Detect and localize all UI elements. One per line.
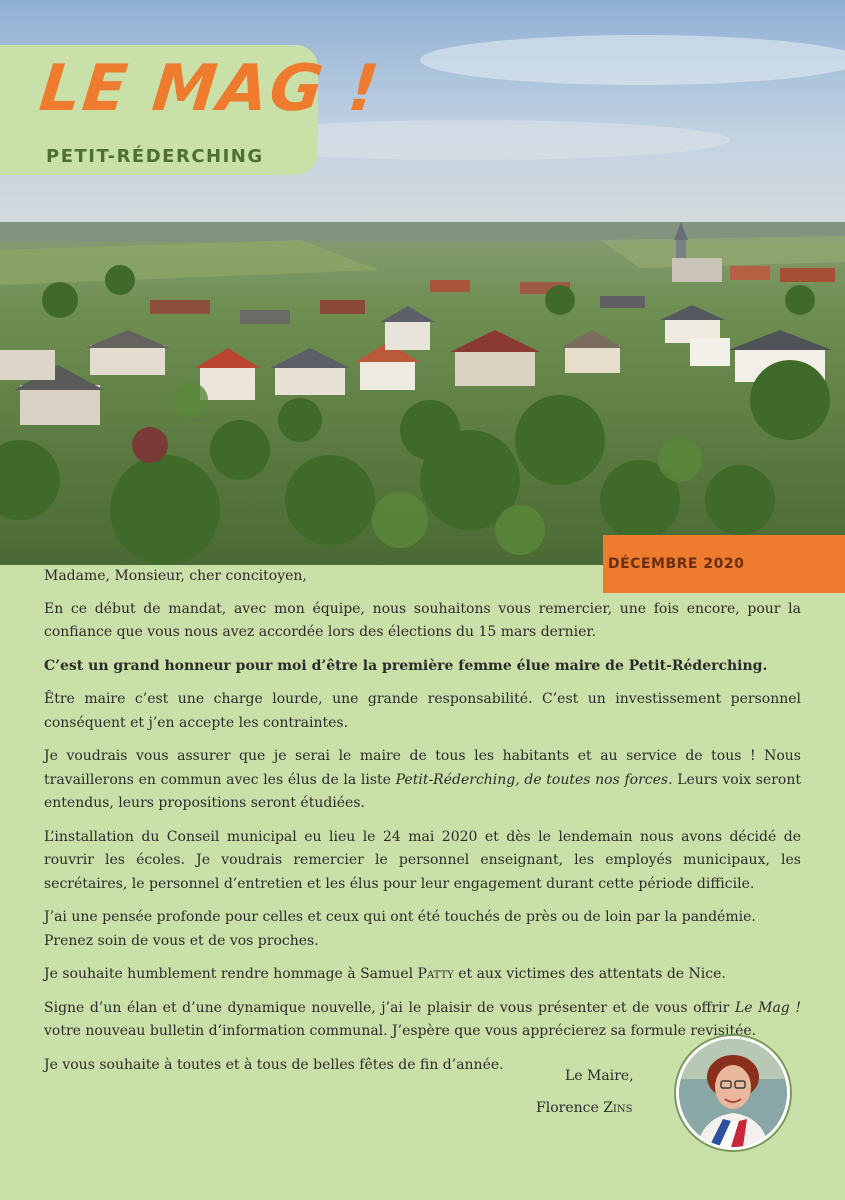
text-line: Prenez soin de vous et de vos proches. [44,932,319,949]
text-span: Signe d’un élan et d’une dynamique nouvelle, j’ai le plaisir de vous présenter et de vous offrir [44,999,735,1016]
letter-paragraph [44,745,801,816]
issue-date: DÉCEMBRE 2020 [608,556,745,572]
letter-paragraph [44,906,801,953]
text-span: Je souhaite humblement rendre hommage à Samuel [44,966,418,982]
signature-name [536,1100,632,1116]
portrait-illustration [679,1039,787,1147]
text-span: Je voudrais vous assurer que je serai le maire de tous les habitants et au service de tous ! Nous travaillerons en commun avec les élus de la liste [44,748,801,788]
letter-paragraph: Je vous souhaite à toutes et à tous de belles fêtes de fin d’année. [44,1056,504,1073]
letter-paragraph: Être maire c’est une charge lourde, une grande responsabilité. C’est un investissement personnel conséquent et j’en accepte les contraintes. [44,691,801,731]
letter-paragraph: En ce début de mandat, avec mon équipe, nous souhaitons vous remercier, une fois encore, pour la confiance que vous nous avez accordée lors des élections du 15 mars dernier. [44,600,801,640]
magazine-title: LE MAG ! [36,52,384,126]
letter-highlight-paragraph: C’est un grand honneur pour moi d’être la première femme élue maire de Petit-Réderching. [44,657,768,674]
text-span: . Leurs voix seront entendus, leurs propositions seront étudiées. [44,771,801,811]
signature-role: Le Maire, [565,1068,634,1084]
list-name: Petit-Réderching, de toutes nos forces [395,771,669,788]
mayor-portrait [676,1036,790,1150]
text-line: J’ai une pensée profonde pour celles et ceux qui ont été touchés de près ou de loin par la pandémie. [44,909,756,925]
mayor-letter [44,565,801,1087]
person-name: Patty [417,966,454,982]
town-name: PETIT-RÉDERCHING [46,146,264,167]
last-name: Zins [603,1100,633,1116]
text-span: votre nouveau bulletin d’information communal. J’espère que vous apprécierez sa formule revisitée. [44,1023,757,1039]
letter-paragraph: L’installation du Conseil municipal eu lieu le 24 mai 2020 et dès le lendemain nous avons décidé de rouvrir les écoles. Je voudrais remercier le personnel enseignant, les employés municipaux, les secrétaires, le personnel d’entretien et les élus pour leur engagement durant cette période difficile. [44,828,801,892]
first-name: Florence [536,1100,604,1116]
letter-greeting: Madame, Monsieur, cher concitoyen, [44,568,307,584]
letter-paragraph [44,997,801,1044]
magazine-name: Le Mag ! [734,999,801,1016]
text-span: et aux victimes des attentats de Nice. [453,966,726,982]
letter-paragraph [44,963,801,987]
